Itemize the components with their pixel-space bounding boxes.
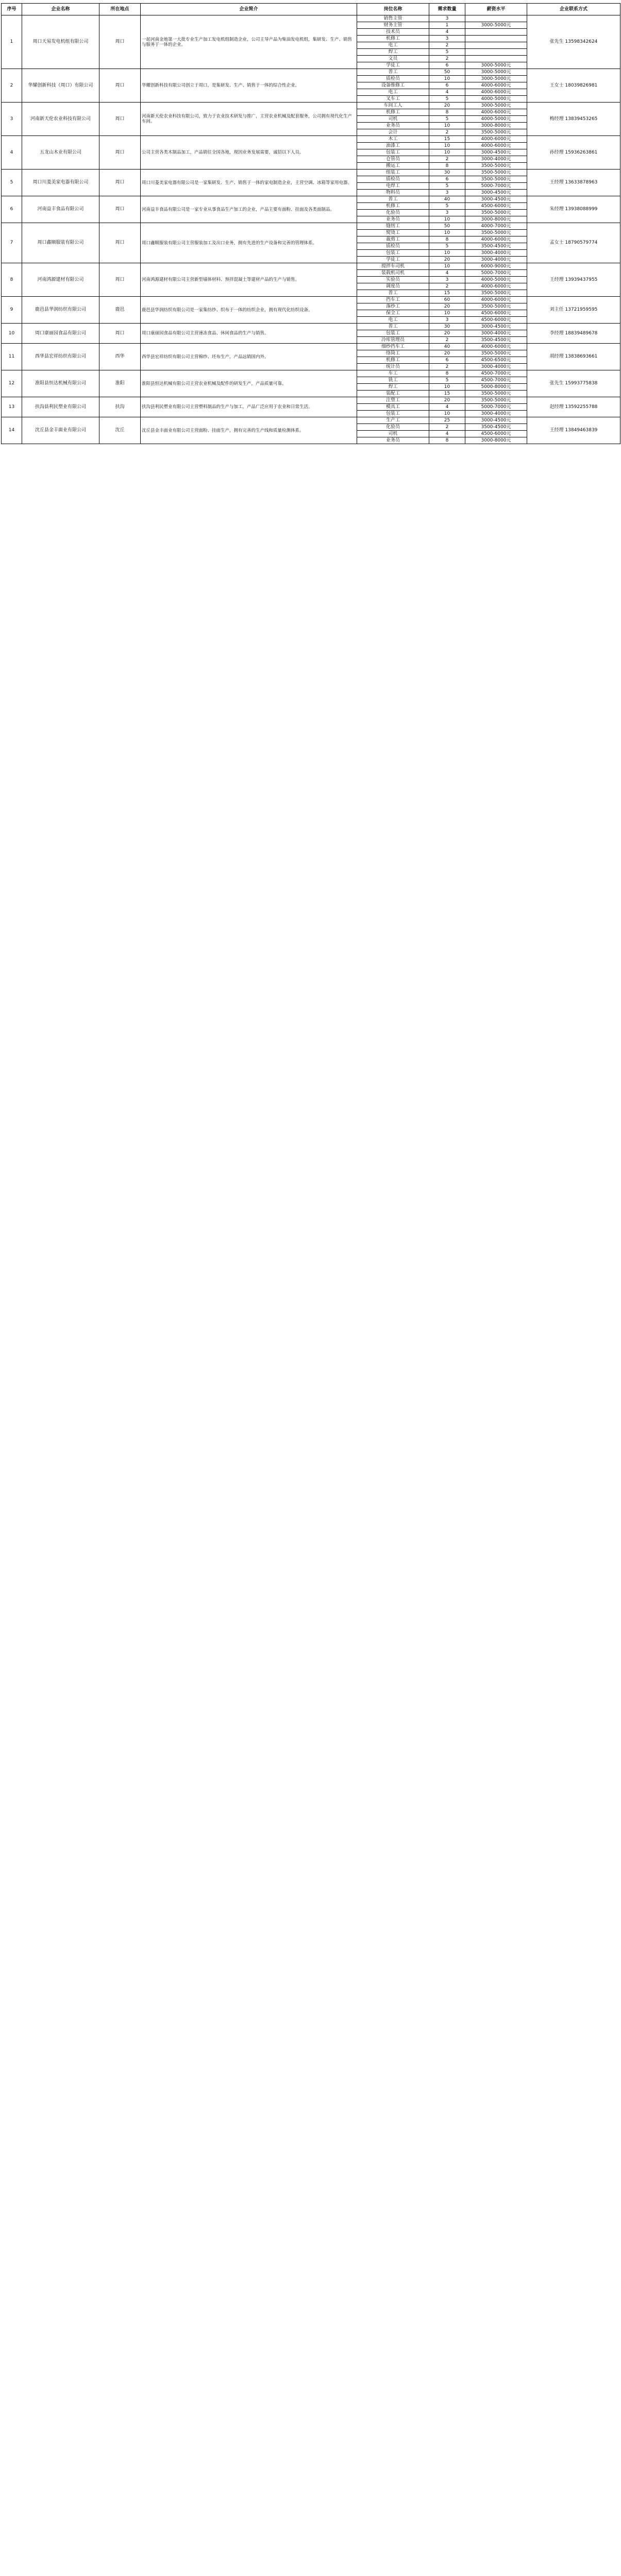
company-contact: 刘主任 13721959595 — [527, 297, 620, 324]
position-name: 油漆工 — [357, 143, 429, 149]
position-salary: 3500-5000元 — [465, 170, 527, 176]
position-name: 机修工 — [357, 36, 429, 42]
position-salary: 3000-4000元 — [465, 257, 527, 263]
position-count: 8 — [429, 163, 465, 170]
company-name: 周口鑫顺服装有限公司 — [22, 223, 99, 263]
header-salary: 薪资水平 — [465, 4, 527, 15]
position-name: 车间工人 — [357, 103, 429, 109]
table-row — [2, 324, 620, 330]
position-name: 搅拌车司机 — [357, 263, 429, 270]
position-count: 2 — [429, 283, 465, 290]
position-name: 文员 — [357, 56, 429, 62]
company-area: 周口 — [99, 196, 141, 223]
position-salary: 4000-5000元 — [465, 116, 527, 123]
position-name: 普工 — [357, 290, 429, 297]
position-name: 落纱工 — [357, 303, 429, 310]
position-count: 2 — [429, 337, 465, 344]
position-count: 20 — [429, 330, 465, 337]
company-area: 沈丘 — [99, 417, 141, 444]
position-name: 络筒工 — [357, 350, 429, 357]
position-salary: 3500-5000元 — [465, 391, 527, 397]
position-salary: 3000-4500元 — [465, 196, 527, 203]
company-name: 河南新天伦农业科技有限公司 — [22, 103, 99, 136]
position-count: 2 — [429, 156, 465, 163]
position-name: 电焊工 — [357, 183, 429, 190]
table-row — [2, 370, 620, 377]
position-count: 10 — [429, 263, 465, 270]
table-row — [2, 297, 620, 303]
position-name: 司机 — [357, 431, 429, 437]
position-name: 缝纫工 — [357, 223, 429, 230]
position-name: 财务主管 — [357, 22, 429, 29]
position-count: 15 — [429, 391, 465, 397]
position-name: 电工 — [357, 42, 429, 49]
position-salary: 4000-5000元 — [465, 277, 527, 283]
position-count: 15 — [429, 290, 465, 297]
position-count: 20 — [429, 397, 465, 404]
position-salary: 3500-5000元 — [465, 176, 527, 183]
position-count: 5 — [429, 96, 465, 103]
company-name: 河南益丰食品有限公司 — [22, 196, 99, 223]
position-salary: 4500-6000元 — [465, 317, 527, 324]
company-intro: 华耀创新科技有限公司创立于周口，是集研发、生产、销售于一体的综合性企业。 — [141, 69, 357, 103]
position-salary: 4000-6000元 — [465, 236, 527, 243]
position-count: 20 — [429, 303, 465, 310]
position-count: 2 — [429, 364, 465, 370]
position-count: 10 — [429, 143, 465, 149]
position-count: 50 — [429, 223, 465, 230]
position-count: 60 — [429, 297, 465, 303]
position-name: 细纱挡车工 — [357, 344, 429, 350]
position-name: 业务员 — [357, 437, 429, 444]
position-salary: 3000-4000元 — [465, 411, 527, 417]
company-area: 淮阳 — [99, 370, 141, 397]
position-salary: 3000-8000元 — [465, 123, 527, 129]
position-count: 6 — [429, 62, 465, 69]
position-salary: 4000-6000元 — [465, 89, 527, 96]
position-count: 2 — [429, 424, 465, 431]
table-row — [2, 397, 620, 404]
position-salary: 4500-6000元 — [465, 203, 527, 210]
position-name: 包装工 — [357, 149, 429, 156]
company-area: 西华 — [99, 344, 141, 370]
position-salary: 4500-7000元 — [465, 377, 527, 384]
position-count: 30 — [429, 170, 465, 176]
position-name: 包装工 — [357, 330, 429, 337]
company-intro: 公司主营各类木制品加工，产品销往全国各地，现因业务发展需要，诚招以下人员。 — [141, 136, 357, 170]
company-no: 7 — [2, 223, 22, 263]
position-name: 司机 — [357, 116, 429, 123]
company-name: 西华县宏祥纺织有限公司 — [22, 344, 99, 370]
table-row — [2, 196, 620, 203]
position-salary: 3500-4500元 — [465, 337, 527, 344]
position-name: 电工 — [357, 317, 429, 324]
position-name: 设备维修工 — [357, 82, 429, 89]
company-area: 周口 — [99, 170, 141, 196]
company-area: 周口 — [99, 15, 141, 69]
position-count: 3 — [429, 190, 465, 196]
position-count: 10 — [429, 149, 465, 156]
position-name: 冷库管理员 — [357, 337, 429, 344]
position-name: 普工 — [357, 69, 429, 76]
table-row — [2, 263, 620, 270]
position-salary: 3000-5000元 — [465, 22, 527, 29]
position-count: 5 — [429, 377, 465, 384]
position-salary: 4000-6000元 — [465, 344, 527, 350]
position-name: 电工 — [357, 89, 429, 96]
table-header-row — [2, 4, 620, 15]
position-name: 物料员 — [357, 190, 429, 196]
company-contact: 王经理 13849463839 — [527, 417, 620, 444]
position-name: 装载机司机 — [357, 270, 429, 277]
position-salary: 3000-4000元 — [465, 250, 527, 257]
position-name: 机修工 — [357, 109, 429, 116]
position-salary: 3500-5000元 — [465, 163, 527, 170]
position-name: 裁剪工 — [357, 236, 429, 243]
position-count: 5 — [429, 203, 465, 210]
position-count: 30 — [429, 324, 465, 330]
position-count: 4 — [429, 404, 465, 411]
position-salary: 5000-7000元 — [465, 270, 527, 277]
table-row — [2, 103, 620, 109]
position-count: 4 — [429, 270, 465, 277]
position-salary — [465, 42, 527, 49]
company-area: 周口 — [99, 263, 141, 297]
position-salary: 4500-6500元 — [465, 357, 527, 364]
company-intro: 周口鑫顺服装有限公司主营服装加工及出口业务，拥有先进的生产设备和完善的管理体系。 — [141, 223, 357, 263]
position-name: 组装工 — [357, 170, 429, 176]
position-count: 20 — [429, 103, 465, 109]
company-name: 五龙山木业有限公司 — [22, 136, 99, 170]
position-count: 4 — [429, 89, 465, 96]
company-name: 沈丘县金丰面业有限公司 — [22, 417, 99, 444]
company-intro: 鹿邑县华润纺织有限公司是一家集纺纱、织布于一体的纺织企业，拥有现代化纺织设备。 — [141, 297, 357, 324]
position-name: 焊工 — [357, 49, 429, 56]
company-area: 鹿邑 — [99, 297, 141, 324]
position-name: 木工 — [357, 136, 429, 143]
position-salary: 3500-5000元 — [465, 129, 527, 136]
position-name: 质检员 — [357, 243, 429, 250]
position-name: 挡车工 — [357, 297, 429, 303]
position-name: 实验员 — [357, 277, 429, 283]
position-salary: 6000-9000元 — [465, 263, 527, 270]
position-name: 质检员 — [357, 176, 429, 183]
position-count: 1 — [429, 22, 465, 29]
company-no: 10 — [2, 324, 22, 344]
position-salary: 3000-4000元 — [465, 156, 527, 163]
position-salary: 4500-6000元 — [465, 431, 527, 437]
position-name: 车工 — [357, 370, 429, 377]
position-salary: 5000-7000元 — [465, 404, 527, 411]
position-salary — [465, 49, 527, 56]
company-no: 13 — [2, 397, 22, 417]
position-salary: 3000-8000元 — [465, 216, 527, 223]
position-salary: 3000-5000元 — [465, 62, 527, 69]
position-salary: 3000-4500元 — [465, 149, 527, 156]
position-salary: 4000-6000元 — [465, 283, 527, 290]
company-intro: 河南益丰食品有限公司是一家专业从事食品生产加工的企业，产品主要有面粉、挂面及各类面制品。 — [141, 196, 357, 223]
header-count: 需求数量 — [429, 4, 465, 15]
position-name: 学徒工 — [357, 62, 429, 69]
position-salary: 3000-8000元 — [465, 437, 527, 444]
position-count: 3 — [429, 317, 465, 324]
company-contact: 王女士 18039826981 — [527, 69, 620, 103]
position-salary — [465, 56, 527, 62]
company-no: 3 — [2, 103, 22, 136]
position-count: 6 — [429, 357, 465, 364]
position-name: 叉车工 — [357, 96, 429, 103]
position-count: 40 — [429, 344, 465, 350]
company-name: 周口天易发电机组有限公司 — [22, 15, 99, 69]
position-count: 5 — [429, 49, 465, 56]
position-name: 技术员 — [357, 29, 429, 36]
position-salary: 4000-6000元 — [465, 82, 527, 89]
position-name: 业务员 — [357, 216, 429, 223]
company-area: 周口 — [99, 103, 141, 136]
position-salary: 3500-5000元 — [465, 290, 527, 297]
position-count: 2 — [429, 129, 465, 136]
table-row — [2, 344, 620, 350]
company-name: 周口康丽园食品有限公司 — [22, 324, 99, 344]
position-count: 5 — [429, 116, 465, 123]
company-intro: 扶沟县利民塑业有限公司主营塑料制品的生产与加工，产品广泛应用于农业和日常生活。 — [141, 397, 357, 417]
position-name: 仓管员 — [357, 156, 429, 163]
position-count: 2 — [429, 56, 465, 62]
company-contact: 梅经理 13839453265 — [527, 103, 620, 136]
company-no: 5 — [2, 170, 22, 196]
company-no: 6 — [2, 196, 22, 223]
company-no: 4 — [2, 136, 22, 170]
company-intro: 河南鸿源建材有限公司主营新型墙体材料、预拌混凝土等建材产品的生产与销售。 — [141, 263, 357, 297]
position-salary: 3000-4000元 — [465, 364, 527, 370]
company-contact: 胡经理 13838693661 — [527, 344, 620, 370]
position-count: 25 — [429, 417, 465, 424]
position-name: 统计员 — [357, 364, 429, 370]
position-name: 普工 — [357, 324, 429, 330]
position-count: 8 — [429, 370, 465, 377]
position-name: 化验员 — [357, 210, 429, 216]
position-name: 质检员 — [357, 76, 429, 82]
company-intro: 一起河南金地第一大批专业生产加工发电机组制造企业，公司主导产品为柴油发电机组，集研发、生产、销售与服务于一体的企业。 — [141, 15, 357, 69]
position-count: 20 — [429, 350, 465, 357]
company-intro: 周口康丽园食品有限公司主营速冻食品、休闲食品的生产与销售。 — [141, 324, 357, 344]
position-salary: 3500-5000元 — [465, 210, 527, 216]
company-contact: 王经理 13633878963 — [527, 170, 620, 196]
position-count: 5 — [429, 183, 465, 190]
table-row — [2, 69, 620, 76]
company-name: 淮阳县恒达机械有限公司 — [22, 370, 99, 397]
position-count: 20 — [429, 257, 465, 263]
position-salary: 4000-6000元 — [465, 136, 527, 143]
company-no: 9 — [2, 297, 22, 324]
position-name: 注塑工 — [357, 397, 429, 404]
position-salary: 4500-6000元 — [465, 310, 527, 317]
position-salary: 3500-5000元 — [465, 230, 527, 236]
position-salary: 4000-6000元 — [465, 143, 527, 149]
header-area: 所在地点 — [99, 4, 141, 15]
position-count: 10 — [429, 384, 465, 391]
company-contact: 赵经理 13592255788 — [527, 397, 620, 417]
company-contact: 李经理 18839489678 — [527, 324, 620, 344]
position-salary: 4500-7000元 — [465, 370, 527, 377]
company-no: 11 — [2, 344, 22, 370]
position-salary: 5000-7000元 — [465, 183, 527, 190]
company-name: 扶沟县利民塑业有限公司 — [22, 397, 99, 417]
company-area: 周口 — [99, 69, 141, 103]
position-count: 8 — [429, 236, 465, 243]
position-count: 5 — [429, 243, 465, 250]
company-no: 12 — [2, 370, 22, 397]
company-intro: 淮阳县恒达机械有限公司主营农业机械及配件的研发生产，产品质量可靠。 — [141, 370, 357, 397]
position-name: 搬运工 — [357, 163, 429, 170]
company-no: 14 — [2, 417, 22, 444]
header-position: 岗位名称 — [357, 4, 429, 15]
position-count: 50 — [429, 69, 465, 76]
position-salary: 4000-7000元 — [465, 223, 527, 230]
header-company: 企业名称 — [22, 4, 99, 15]
job-table-body — [2, 15, 620, 444]
position-count: 3 — [429, 210, 465, 216]
position-count: 10 — [429, 250, 465, 257]
table-row — [2, 136, 620, 143]
position-name: 学徒工 — [357, 257, 429, 263]
position-name: 铣工 — [357, 377, 429, 384]
position-name: 生产工 — [357, 417, 429, 424]
company-contact: 王经理 13939437955 — [527, 263, 620, 297]
position-name: 会计 — [357, 129, 429, 136]
company-name: 周口川菱美家电器有限公司 — [22, 170, 99, 196]
position-count: 3 — [429, 15, 465, 22]
position-count: 6 — [429, 176, 465, 183]
position-count: 6 — [429, 82, 465, 89]
position-count: 3 — [429, 277, 465, 283]
position-count: 10 — [429, 76, 465, 82]
position-salary: 3000-4000元 — [465, 330, 527, 337]
position-name: 焊工 — [357, 384, 429, 391]
company-contact: 孟女士 18790579774 — [527, 223, 620, 263]
position-count: 2 — [429, 42, 465, 49]
position-count: 4 — [429, 29, 465, 36]
position-name: 保全工 — [357, 310, 429, 317]
position-salary: 3500-5000元 — [465, 303, 527, 310]
company-intro: 西华县宏祥纺织有限公司主营棉纱、坯布生产，产品远销国内外。 — [141, 344, 357, 370]
position-salary — [465, 15, 527, 22]
position-name: 模具工 — [357, 404, 429, 411]
company-contact: 张先生 15993775838 — [527, 370, 620, 397]
position-name: 化验员 — [357, 424, 429, 431]
company-no: 8 — [2, 263, 22, 297]
company-name: 华耀创新科技（周口）有限公司 — [22, 69, 99, 103]
position-salary: 3000-4500元 — [465, 417, 527, 424]
company-name: 河南鸿源建材有限公司 — [22, 263, 99, 297]
position-name: 普工 — [357, 196, 429, 203]
company-area: 周口 — [99, 223, 141, 263]
position-name: 机修工 — [357, 203, 429, 210]
position-count: 15 — [429, 136, 465, 143]
position-name: 装配工 — [357, 391, 429, 397]
position-name: 销售主管 — [357, 15, 429, 22]
position-salary: 4000-5000元 — [465, 96, 527, 103]
table-row — [2, 15, 620, 22]
position-count: 3 — [429, 36, 465, 42]
position-salary: 3000-5000元 — [465, 76, 527, 82]
company-no: 1 — [2, 15, 22, 69]
position-count: 40 — [429, 196, 465, 203]
position-name: 包装工 — [357, 411, 429, 417]
position-salary: 4000-6000元 — [465, 109, 527, 116]
company-contact: 孙经理 15936263861 — [527, 136, 620, 170]
position-count: 10 — [429, 411, 465, 417]
header-no: 序号 — [2, 4, 22, 15]
company-no: 2 — [2, 69, 22, 103]
position-salary: 3500-5000元 — [465, 350, 527, 357]
position-name: 调度员 — [357, 283, 429, 290]
table-row — [2, 223, 620, 230]
table-row — [2, 170, 620, 176]
position-name: 业务员 — [357, 123, 429, 129]
header-contact: 企业联系方式 — [527, 4, 620, 15]
company-area: 周口 — [99, 136, 141, 170]
position-salary: 3000-4500元 — [465, 190, 527, 196]
job-table — [1, 3, 620, 444]
company-intro: 周口川菱美家电器有限公司是一家集研发、生产、销售于一体的家电制造企业，主营空调、冰箱等家用电器。 — [141, 170, 357, 196]
position-salary: 4000-6000元 — [465, 297, 527, 303]
position-salary: 3500-4500元 — [465, 424, 527, 431]
position-salary: 5000-8000元 — [465, 384, 527, 391]
company-area: 扶沟 — [99, 397, 141, 417]
position-salary — [465, 29, 527, 36]
position-count: 8 — [429, 437, 465, 444]
position-salary — [465, 36, 527, 42]
company-intro: 河南新天伦农业科技有限公司，致力于农业技术研发与推广，主营农业机械及配套服务，公司拥有现代化生产车间。 — [141, 103, 357, 136]
position-salary: 3000-4500元 — [465, 324, 527, 330]
position-count: 10 — [429, 310, 465, 317]
company-intro: 沈丘县金丰面业有限公司主营面粉、挂面生产，拥有完善的生产线和质量检测体系。 — [141, 417, 357, 444]
header-intro: 企业简介 — [141, 4, 357, 15]
company-name: 鹿邑县华润纺织有限公司 — [22, 297, 99, 324]
position-count: 10 — [429, 216, 465, 223]
position-count: 8 — [429, 109, 465, 116]
company-contact: 朱经理 13938088999 — [527, 196, 620, 223]
position-name: 机修工 — [357, 357, 429, 364]
company-area: 周口 — [99, 324, 141, 344]
position-name: 熨烫工 — [357, 230, 429, 236]
position-salary: 3500-4500元 — [465, 243, 527, 250]
position-salary: 3000-5000元 — [465, 103, 527, 109]
position-name: 包装工 — [357, 250, 429, 257]
table-row — [2, 417, 620, 424]
position-count: 4 — [429, 431, 465, 437]
position-salary: 3000-5000元 — [465, 69, 527, 76]
position-count: 10 — [429, 123, 465, 129]
company-contact: 张先生 13598342624 — [527, 15, 620, 69]
position-count: 10 — [429, 230, 465, 236]
position-salary: 3500-5000元 — [465, 397, 527, 404]
